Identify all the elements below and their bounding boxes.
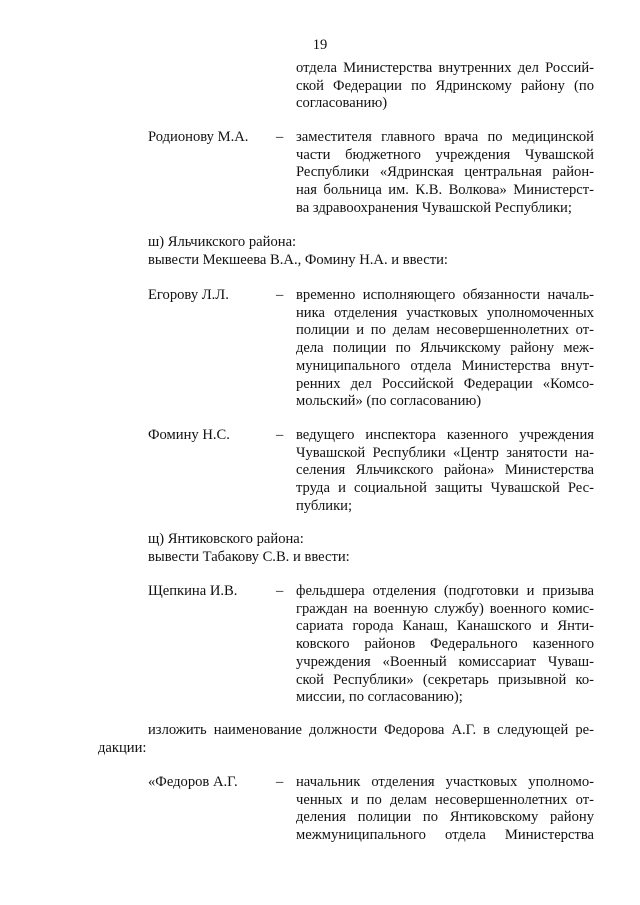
dash: – <box>276 287 284 303</box>
text-line: ченных и по делам несовершеннолетних от- <box>296 791 594 808</box>
text-line: ва здравоохранения Чувашской Республики; <box>296 199 572 216</box>
text-line: ковского районов Федерального казенного <box>296 636 594 653</box>
text-line: ведущего инспектора казенного учреждения <box>296 427 594 443</box>
position-description <box>296 774 594 845</box>
text-line: муниципального отдела Министерства внут- <box>296 357 594 374</box>
text-line: сариата города Канаш, Канашского и Янти- <box>296 618 594 635</box>
person-name: Родионову М.А. <box>148 129 249 145</box>
text-line: полиции и по делам несовершеннолетних от- <box>296 322 594 339</box>
page-number: 19 <box>312 37 328 53</box>
position-description <box>296 583 594 707</box>
text-line: граждан на военную службу) военного комис- <box>296 600 594 617</box>
text-line: ная больница им. К.В. Волкова» Министерст- <box>296 182 594 199</box>
text-line: согласованию) <box>296 95 388 112</box>
text-line: Чувашской Республики «Центр занятости на- <box>296 444 594 461</box>
section-instruction: вывести Табакову С.В. и ввести: <box>148 548 350 565</box>
person-name: Щепкина И.В. <box>148 583 238 599</box>
position-description <box>296 129 594 218</box>
text-line: ской Федерации по Ядринскому району (по <box>296 77 594 94</box>
position-description <box>296 287 594 411</box>
text-line: публики; <box>296 497 353 514</box>
section-yalchik <box>148 234 594 269</box>
text-line: учреждения «Военный комиссариат Чуваш- <box>296 653 594 670</box>
text-line: мольский» (по согласованию) <box>296 393 482 410</box>
text-line: фельдшера отделения (подготовки и призыва <box>296 583 594 599</box>
text-line: изложить наименование должности Федорова А.Г. в следующей ре- <box>148 722 594 738</box>
text-line: миссии, по согласованию); <box>296 689 463 706</box>
text-line: части бюджетного учреждения Чувашской <box>296 146 594 163</box>
dash: – <box>276 427 284 443</box>
text-line: дела полиции по Яльчикскому району меж- <box>296 340 594 357</box>
dash: – <box>276 774 284 790</box>
person-name: Егорову Л.Л. <box>148 287 229 303</box>
text-line: ренних дел Российской Федерации «Комсо- <box>296 375 594 392</box>
text-line: начальник отделения участковых уполномо- <box>296 774 594 790</box>
text-line: селения Яльчикского района» Министерства <box>296 462 594 479</box>
section-heading: ш) Яльчикского района: <box>148 234 297 250</box>
text-line: межмуниципального отдела Министерства <box>296 827 594 844</box>
position-description <box>296 427 594 516</box>
text-line: ской Республики» (секретарь призывной ко- <box>296 671 594 688</box>
text-line: временно исполняющего обязанности началь- <box>296 287 594 303</box>
text-line: дакции: <box>98 739 147 756</box>
text-line: заместителя главного врача по медицинской <box>296 129 594 145</box>
text-line: деления полиции по Янтиковскому району <box>296 809 594 826</box>
text-line: Республики «Ядринская центральная район- <box>296 164 594 181</box>
text-line: труда и социальной защиты Чувашской Рес- <box>296 480 594 497</box>
continuation-text <box>296 60 594 113</box>
text-line: отдела Министерства внутренних дел Россий- <box>296 60 594 76</box>
section-yantikovo <box>148 531 594 566</box>
rename-paragraph <box>98 722 594 757</box>
section-heading: щ) Янтиковского района: <box>148 531 304 547</box>
dash: – <box>276 583 284 599</box>
person-name: Фомину Н.С. <box>148 427 230 443</box>
text-line: ника отделения участковых уполномоченных <box>296 304 594 321</box>
dash: – <box>276 129 284 145</box>
section-instruction: вывести Мекшеева В.А., Фомину Н.А. и ввести: <box>148 251 448 268</box>
person-name: «Федоров А.Г. <box>148 774 238 790</box>
